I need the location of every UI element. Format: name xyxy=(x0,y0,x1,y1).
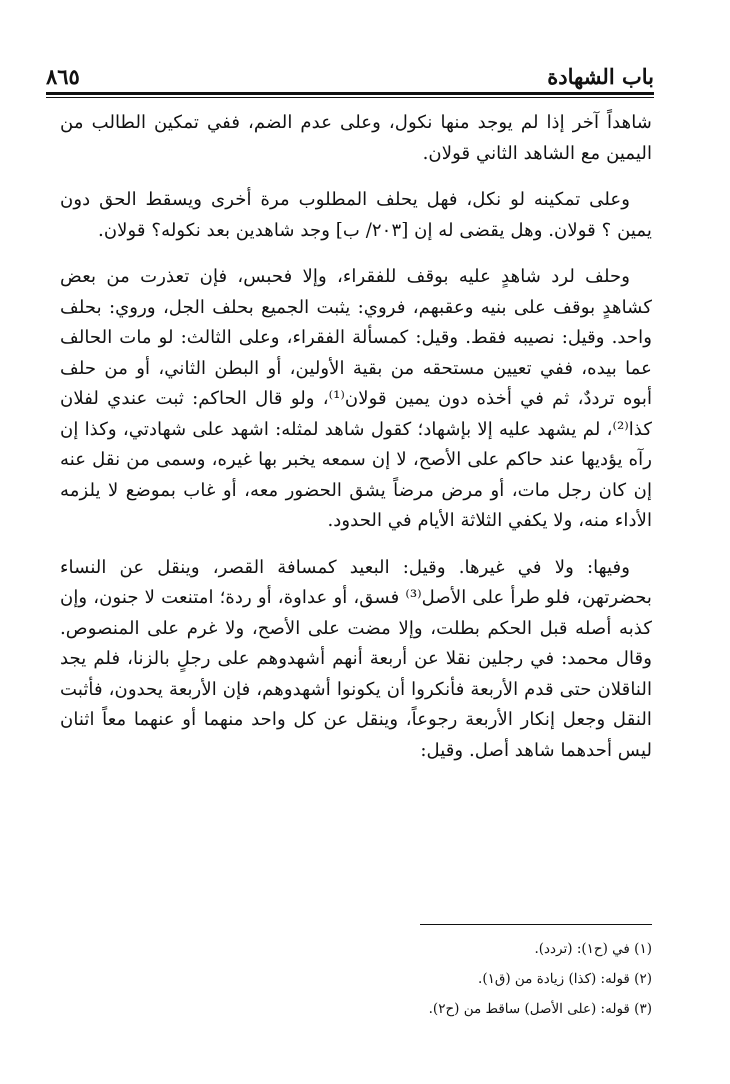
header-rule-thick xyxy=(46,92,654,95)
paragraph: شاهداً آخر إذا لم يوجد منها نكول، وعلى عدم الضم، ففي تمكين الطالب من اليمين مع الشاهد الثاني قولان. xyxy=(60,112,652,164)
paragraph: وحلف لرد شاهدٍ عليه بوقف للفقراء، وإلا فحبس، فإن تعذرت من بعض كشاهدٍ بوقف على بنيه وعقبهم، فروي: يثبت الجميع بحلف الجل، وروي: بحلف واحد. وقيل: نصيبه فقط. وقيل: كمسألة الفقراء، وعلى الثالث: لو مات الحالف عما بيده، ففي تعيين مستحقه من بقية الأولين، أو البطن الثاني، أو من حلف أبوه ترددٌ، ثم في أخذه دون يمين قولان⁽¹⁾، ولو قال الحاكم: ثبت عندي لفلان كذا⁽²⁾، لم يشهد عليه إلا بإشهاد؛ كقول شاهد لمثله: اشهد على شهادتي، وكذا إن رآه يؤديها عند حاكم على الأصح، لا إن سمعه يخبر بها غيره، وسمى من نقل عنه إن كان رجل مات، أو مرض مرضاً يشق الحضور معه، أو غاب بموضع لا يلزمه الأداء منه، ولا يكفي الثلاثة الأيام في الحدود. xyxy=(60,266,653,531)
paragraph: وفيها: ولا في غيرها. وقيل: البعيد كمسافة القصر، وينقل عن النساء بحضرتهن، فلو طرأ على الأصل⁽³⁾ فسق، أو عداوة، أو ردة؛ امتنعت لا جنون، وإن كذبه أصله قبل الحكم بطلت، وإلا مضت على الأصح، ولا غرم على المنصوص. وقال محمد: في رجلين نقلا عن أربعة أنهم أشهدوهم على رجلٍ بالزنا، فلم يجد الناقلان حتى قدم الأربعة فأنكروا أن يكونوا أشهدوهم، فإن الأربعة يحدون، فأثبت النقل وجعل إنكار الأربعة رجوعاً، وينقل عن كل واحد منهما أو عنهما معاً اثنان ليس أحدهما شاهد أصل. وقيل: xyxy=(60,556,652,761)
footnotes xyxy=(352,934,652,1024)
page-number: ٨٦٥ xyxy=(46,64,80,89)
footnote: (٣) قوله: (على الأصل) ساقط من (ح٢). xyxy=(428,1001,652,1017)
running-header xyxy=(46,55,654,89)
chapter-title: باب الشهادة xyxy=(547,64,654,89)
main-text xyxy=(60,108,652,766)
header-rule-thin xyxy=(46,97,654,98)
footnote: (١) في (ح١): (تردد). xyxy=(534,941,652,957)
footnote: (٢) قوله: (كذا) زيادة من (ق١). xyxy=(478,971,652,987)
paragraph: وعلى تمكينه لو نكل، فهل يحلف المطلوب مرة أخرى ويسقط الحق دون يمين ؟ قولان. وهل يقضى له إن [٢٠٣/ ب] وجد شاهدين بعد نكوله؟ قولان. xyxy=(60,189,652,241)
footnote-separator xyxy=(420,924,652,925)
